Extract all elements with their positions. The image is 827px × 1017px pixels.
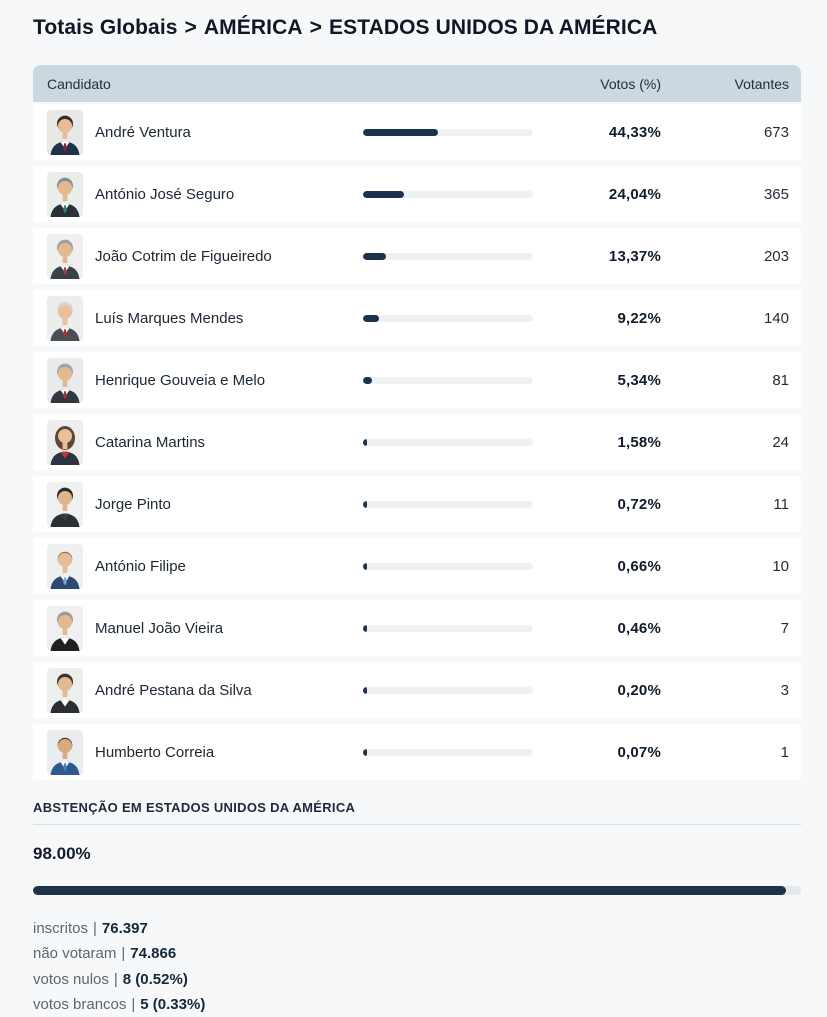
voters-count: 365 xyxy=(763,185,789,203)
column-header-votes-pct: Votos (%) xyxy=(600,75,661,92)
votes-bar-fill xyxy=(363,687,367,694)
votes-percentage: 1,58% xyxy=(617,433,661,451)
candidate-name: Humberto Correia xyxy=(95,743,215,761)
votes-bar-fill xyxy=(363,749,367,756)
candidate-row xyxy=(33,228,801,284)
candidate-name: Jorge Pinto xyxy=(95,495,171,513)
votes-percentage: 0,66% xyxy=(617,557,661,575)
stat-value: 5 (0.33%) xyxy=(140,995,206,1013)
column-header-voters: Votantes xyxy=(734,75,789,92)
stat-separator: | xyxy=(93,920,97,937)
votes-bar-fill xyxy=(363,129,438,136)
candidate-photo xyxy=(47,234,83,279)
votes-bar xyxy=(363,129,533,136)
divider xyxy=(33,824,801,825)
candidate-name: André Ventura xyxy=(95,123,191,141)
votes-percentage: 9,22% xyxy=(617,309,661,327)
voters-count: 203 xyxy=(763,247,789,265)
votes-bar xyxy=(363,563,533,570)
voters-count: 11 xyxy=(773,495,789,513)
votes-bar xyxy=(363,625,533,632)
candidate-photo xyxy=(47,358,83,403)
candidate-name: António Filipe xyxy=(95,557,186,575)
votes-percentage: 44,33% xyxy=(608,123,661,141)
candidate-row xyxy=(33,538,801,594)
candidate-row xyxy=(33,290,801,346)
voters-count: 24 xyxy=(772,433,789,451)
votes-bar xyxy=(363,501,533,508)
candidate-row xyxy=(33,662,801,718)
column-header-candidate: Candidato xyxy=(47,75,111,92)
candidate-photo xyxy=(47,668,83,713)
stat-separator: | xyxy=(113,970,118,988)
breadcrumb-separator: > xyxy=(309,16,322,39)
stat-label: inscritos xyxy=(33,920,89,937)
breadcrumb-item: ESTADOS UNIDOS DA AMÉRICA xyxy=(329,16,658,39)
votes-bar-fill xyxy=(363,253,386,260)
candidate-name: António José Seguro xyxy=(95,185,235,203)
candidate-name: André Pestana da Silva xyxy=(95,681,252,699)
voters-count: 673 xyxy=(763,123,789,141)
candidate-photo xyxy=(47,110,83,155)
votes-bar xyxy=(363,749,533,756)
stat-value: 74.866 xyxy=(130,945,177,963)
stat-line xyxy=(33,941,801,966)
candidate-row xyxy=(33,724,801,780)
stat-value: 8 (0.52%) xyxy=(122,970,188,988)
candidate-row xyxy=(33,600,801,656)
candidate-name: Manuel João Vieira xyxy=(95,619,224,637)
votes-bar xyxy=(363,315,533,322)
candidate-row xyxy=(33,352,801,408)
votes-bar-fill xyxy=(363,563,367,570)
abstention-bar-fill xyxy=(33,886,786,895)
candidate-row xyxy=(33,414,801,470)
votes-percentage: 0,72% xyxy=(617,495,661,513)
abstention-section xyxy=(33,800,801,1017)
candidate-photo xyxy=(47,482,83,527)
voters-count: 3 xyxy=(780,681,789,699)
candidate-photo xyxy=(47,296,83,341)
voters-count: 7 xyxy=(780,619,789,637)
votes-percentage: 0,20% xyxy=(617,681,661,699)
votes-bar-fill xyxy=(363,377,372,384)
candidate-photo xyxy=(47,544,83,589)
votes-bar xyxy=(363,191,533,198)
breadcrumb-item[interactable]: Totais Globais xyxy=(33,16,178,39)
breadcrumb-item[interactable]: AMÉRICA xyxy=(203,16,303,39)
table-header xyxy=(33,65,801,102)
candidate-photo xyxy=(47,730,83,775)
abstention-bar xyxy=(33,886,801,895)
votes-percentage: 24,04% xyxy=(608,185,661,203)
voters-count: 1 xyxy=(780,743,789,761)
candidate-row xyxy=(33,166,801,222)
voters-count: 81 xyxy=(772,371,789,389)
candidate-photo xyxy=(47,420,83,465)
stat-label: não votaram xyxy=(33,945,117,963)
candidate-photo xyxy=(47,172,83,217)
stat-value: 76.397 xyxy=(101,920,148,937)
candidate-name: João Cotrim de Figueiredo xyxy=(95,247,272,265)
breadcrumb-separator: > xyxy=(184,16,197,39)
votes-bar-fill xyxy=(363,439,367,446)
candidate-row xyxy=(33,476,801,532)
abstention-title: ABSTENÇÃO EM ESTADOS UNIDOS DA AMÉRICA xyxy=(33,800,356,815)
votes-bar xyxy=(363,687,533,694)
votes-bar xyxy=(363,439,533,446)
candidate-photo xyxy=(47,606,83,651)
votes-bar-fill xyxy=(363,315,379,322)
stat-separator: | xyxy=(121,945,126,963)
stat-separator: | xyxy=(131,995,136,1013)
votes-bar-fill xyxy=(363,625,367,632)
candidate-name: Henrique Gouveia e Melo xyxy=(95,371,266,389)
abstention-percentage: 98.00% xyxy=(33,844,91,863)
votes-bar-fill xyxy=(363,501,367,508)
candidate-row xyxy=(33,104,801,160)
stat-label: votos brancos xyxy=(33,995,127,1013)
abstention-stats xyxy=(33,916,801,1017)
candidate-name: Catarina Martins xyxy=(95,433,206,451)
votes-bar xyxy=(363,253,533,260)
votes-percentage: 0,46% xyxy=(617,619,661,637)
stat-line xyxy=(33,916,801,941)
candidate-name: Luís Marques Mendes xyxy=(95,309,244,327)
votes-bar xyxy=(363,377,533,384)
votes-percentage: 13,37% xyxy=(608,247,661,265)
voters-count: 140 xyxy=(763,309,789,327)
voters-count: 10 xyxy=(772,557,789,575)
stat-label: votos nulos xyxy=(33,970,109,988)
stat-line xyxy=(33,967,801,992)
votes-percentage: 5,34% xyxy=(617,371,661,389)
stat-line xyxy=(33,992,801,1017)
votes-percentage: 0,07% xyxy=(617,743,661,761)
votes-bar-fill xyxy=(363,191,404,198)
candidate-list xyxy=(33,104,801,780)
breadcrumb xyxy=(33,16,801,40)
